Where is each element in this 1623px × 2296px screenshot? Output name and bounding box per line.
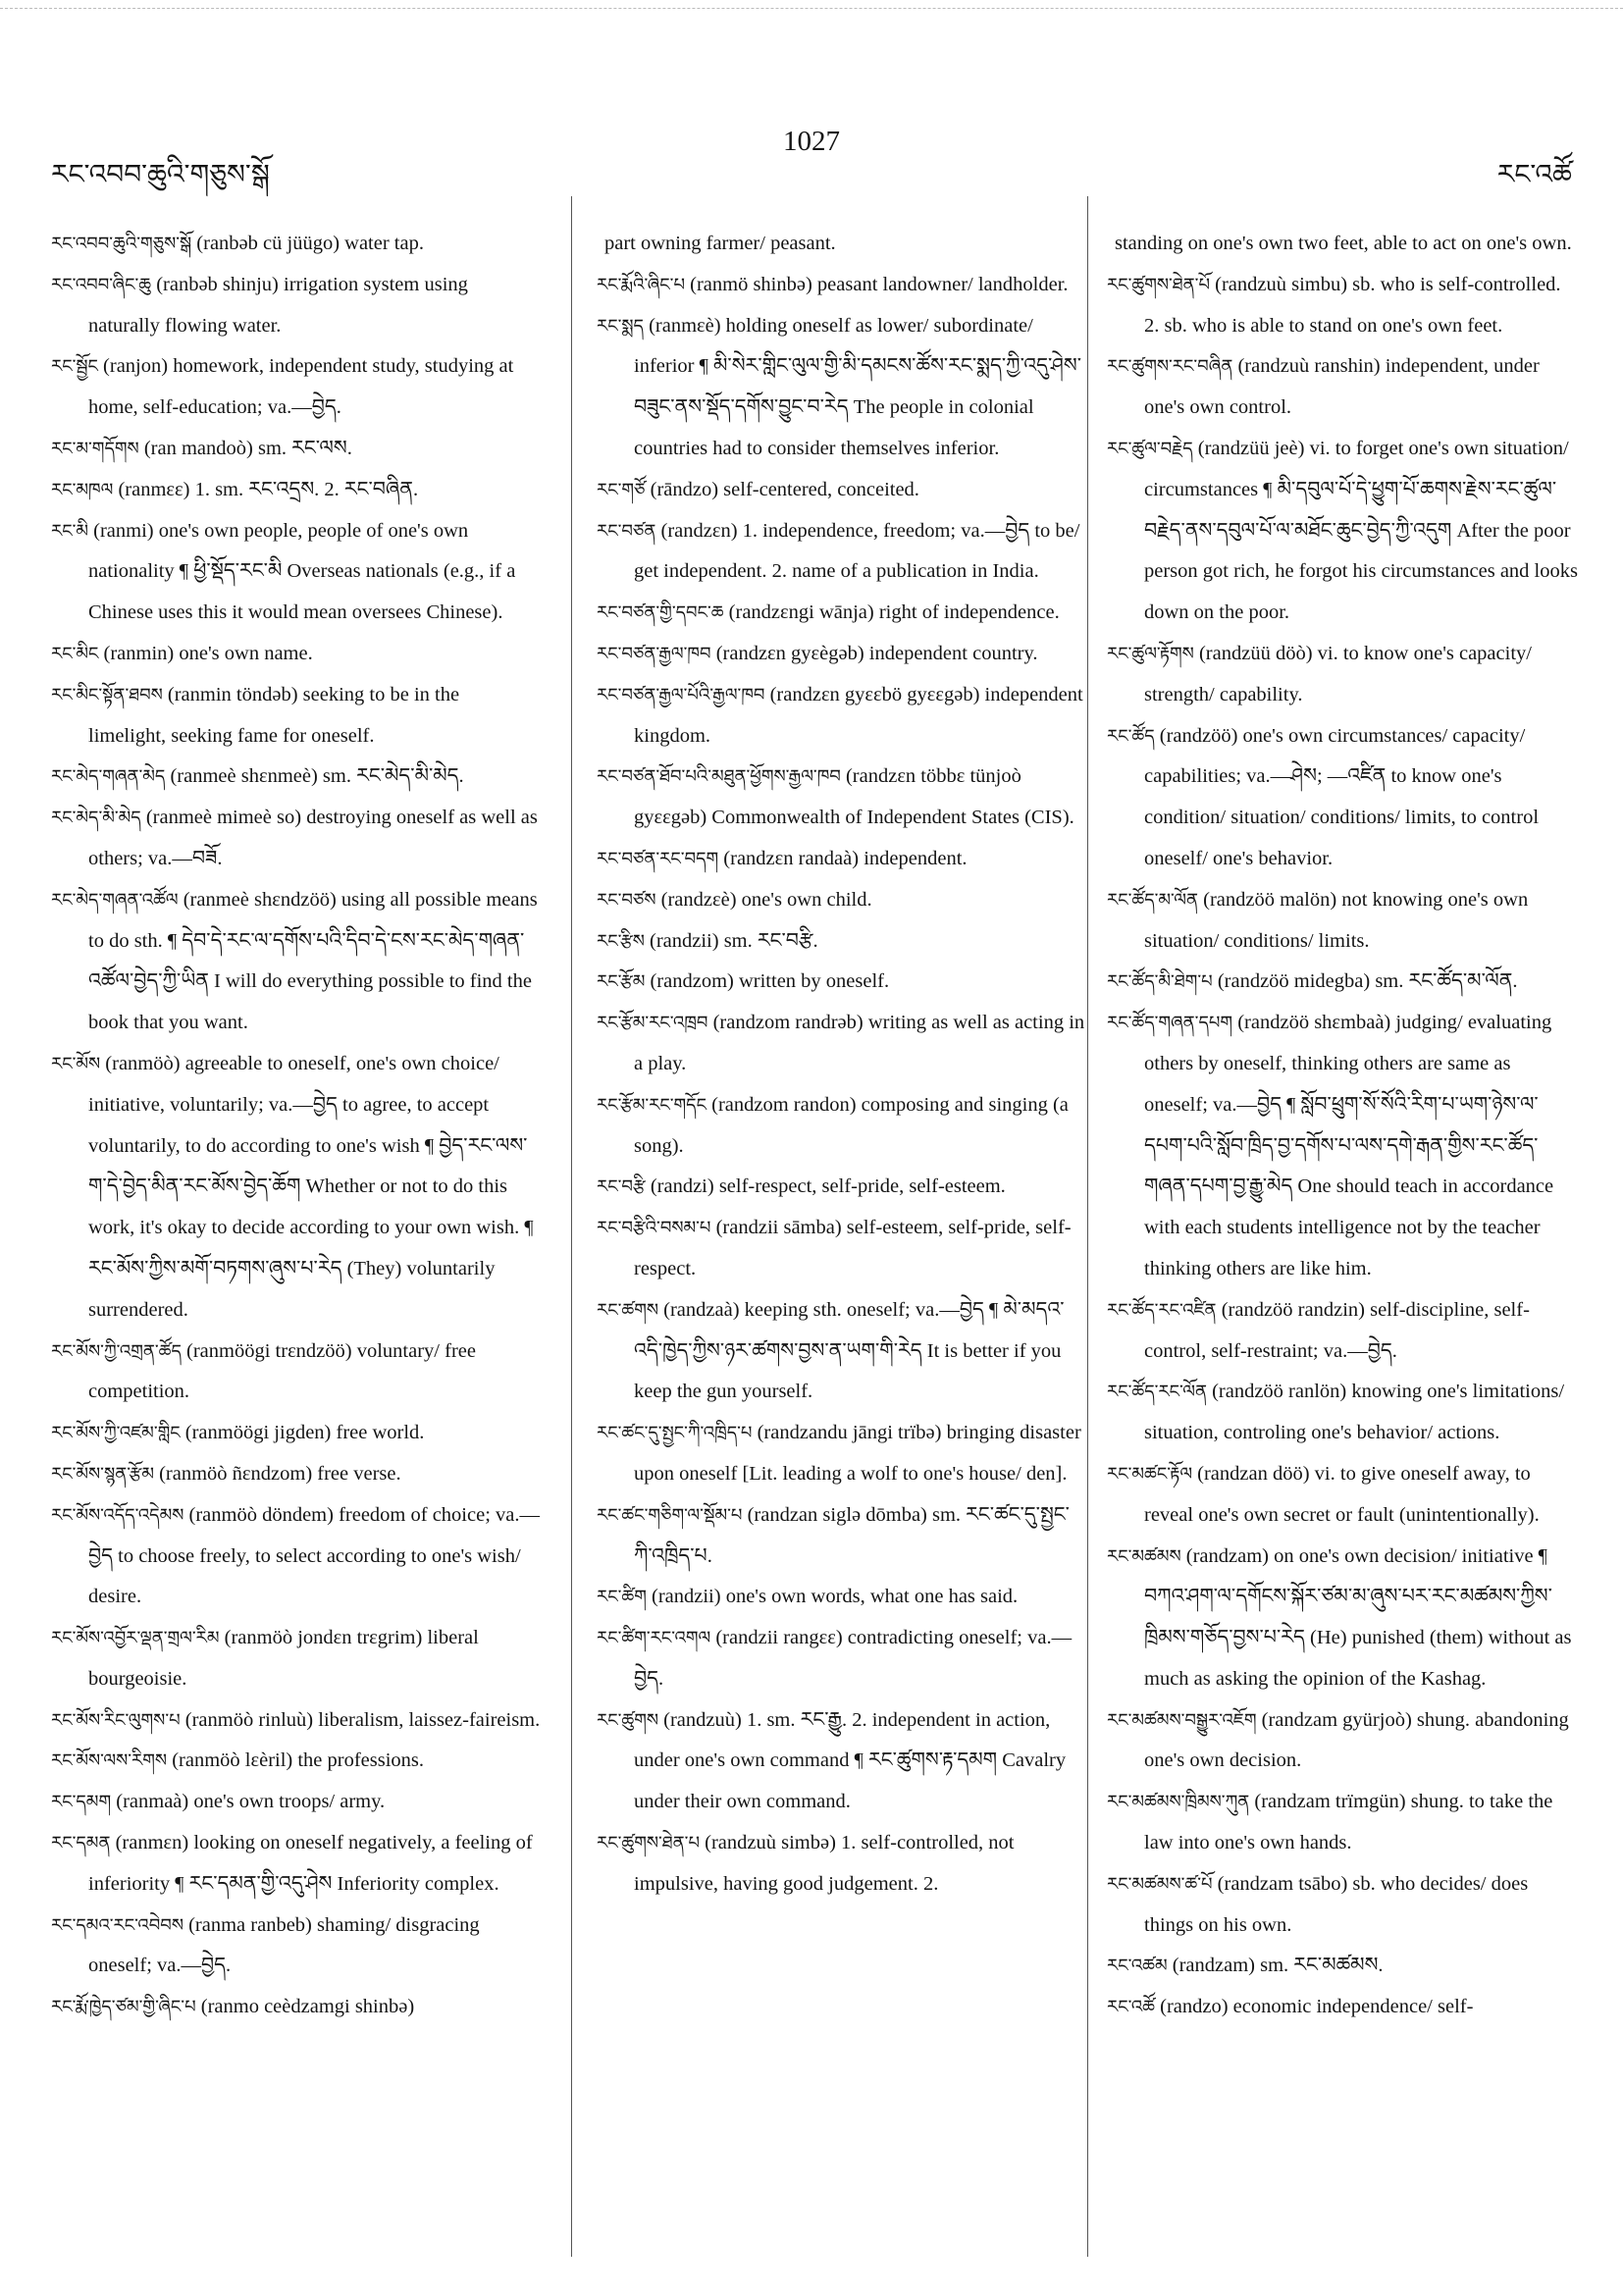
entry-headword: རང་བཙན་རང་བདག — [597, 848, 719, 869]
dictionary-entry — [51, 1495, 542, 1618]
entry-definition: (randzöö shεmbaà) judging/ evaluating others by oneself, thinking others are same as oneself; va.—བྱེད ¶ སློབ་ཕྲུག་སོ་སོའི་རིག་པ་ཡག་ཉེས་ལ་དཔག་པའི་སློབ་ཁྲིད་བྱ་དགོས་པ་ལས་དགེ་རྒན་གྱིས་རང་ཚོད་གཞན་དཔག་བྱ་རྒྱུ་མེད One should teach in accordance with each students intelligence not by the teacher thinking others are like him. — [1144, 1012, 1554, 1279]
entry-headword: རང་དམག — [51, 1792, 112, 1813]
entry-headword: རང་ཚུལ་བརྗེད — [1107, 438, 1193, 459]
dictionary-entry — [51, 1782, 542, 1823]
dictionary-entry — [597, 1700, 1087, 1823]
entry-definition: (randzaà) keeping sth. oneself; va.—བྱེད ¶ མེ་མདའ་འདི་ཁྱེད་ཀྱིས་ཉར་ཚགས་བྱས་ན་ཡག་གི་རེད It is better if you keep the gun yourself. — [634, 1298, 1065, 1403]
dictionary-entry — [597, 1290, 1087, 1413]
entry-headword: རང་མིང — [51, 643, 99, 664]
dictionary-column-2 — [597, 224, 1087, 1905]
entry-headword: རང་གཙོ — [597, 479, 646, 500]
entry-headword: རང་ཚུགས་རང་བཞིན — [1107, 356, 1233, 378]
entry-definition: (ranmin töndəb) seeking to be in the limelight, seeking fame for oneself. — [88, 683, 460, 747]
entry-headword: རང་རྩོམ་རང་འཁྲབ — [597, 1013, 708, 1034]
entry-headword: རང་མི — [51, 520, 89, 542]
entry-headword: རང་ཚོད་རང་འཛིན — [1107, 1299, 1217, 1321]
entry-definition: (ranmeè shεndzöö) using all possible means to do sth. ¶ དེབ་དེ་རང་ལ་དགོས་པའི་དིབ་དེ་ངས་རང་མེད་གཞན་འཚོལ་བྱེད་ཀྱི་ཡིན I will do everything possible to find the book that you want. — [88, 888, 538, 1034]
dictionary-entry — [51, 265, 542, 347]
entry-definition: (randzuù simbu) sb. who is self-controlled. 2. sb. who is able to stand on one's own feet. — [1144, 273, 1561, 337]
entry-definition: (ranmo ceèdzamgi shinbə) — [195, 1996, 415, 2018]
dictionary-entry — [51, 1331, 542, 1414]
dictionary-entry — [597, 1208, 1087, 1290]
entry-headword: རང་རྨོའི་ཞིང་པ — [597, 274, 685, 295]
entry-headword: རང་ཚོད་མི་ཐེག་པ — [1107, 971, 1213, 993]
entry-headword: རང་མཚང་རྟོལ — [1107, 1463, 1193, 1485]
entry-definition: (randzam) on one's own decision/ initiative ¶ བཀའ་ཤག་ལ་དགོངས་སྐོར་ཙམ་མ་ཞུས་པར་རང་མཚམས་ཀྱིས་ཁྲིམས་གཅོད་བྱས་པ་རེད (He) punished (them) without as much as asking the opinion of the Kashag. — [1144, 1544, 1572, 1690]
entry-headword: རང་མ་གདོགས — [51, 438, 139, 459]
dictionary-entry — [51, 1618, 542, 1700]
entry-definition: (ranmöò) agreeable to oneself, one's own choice/ initiative, voluntarily; va.—བྱེད to agree, to accept voluntarily, to do according to one's wish ¶ བྱེད་རང་ལས་ག་དེ་བྱེད་མིན་རང་མོས་བྱེད་ཆོག Whether or not to do this work, it's okay to decide according to your own wish. ¶ རང་མོས་ཀྱིས་མགོ་བཏགས་ཞུས་པ་རེད (They) voluntarily surrendered. — [88, 1052, 534, 1321]
entry-definition: (randzöö ranlön) knowing one's limitations/ situation, controling one's behavior/ actions. — [1144, 1381, 1565, 1444]
scan-edge-line — [0, 8, 1623, 9]
dictionary-entry — [597, 265, 1087, 306]
dictionary-entry — [51, 1987, 542, 2028]
dictionary-column-1 — [51, 224, 542, 2028]
dictionary-entry — [597, 306, 1087, 470]
dictionary-entry — [597, 880, 1087, 921]
entry-headword: རང་བཙན་ཐོབ་པའི་མཐུན་ཕྱོགས་རྒྱལ་ཁབ — [597, 766, 841, 788]
dictionary-entry — [597, 1577, 1087, 1618]
entry-definition: (randzεn gyεègəb) independent country. — [710, 642, 1038, 664]
dictionary-entry — [597, 1495, 1087, 1578]
entry-definition: (randzüü jeè) vi. to forget one's own situation/ circumstances ¶ མི་དབུལ་པོ་དེ་ཕྱུག་པོ་ཆགས་རྗེས་རང་ཚུལ་བརྗེད་ནས་དབུལ་པོ་ལ་མཐོང་ཆུང་བྱེད་ཀྱི་འདུག After the poor person got rich, he forgot his circumstances and looks down on the poor. — [1144, 437, 1578, 624]
dictionary-entry — [597, 675, 1087, 757]
dictionary-entry — [597, 634, 1087, 675]
entry-headword: རང་འབབ་ཞིང་ཆུ — [51, 274, 152, 295]
entry-headword: རང་འཚོ — [1107, 1997, 1155, 2018]
dictionary-entry — [597, 470, 1087, 511]
dictionary-entry — [597, 511, 1087, 594]
entry-definition: (ranmeè mimeè so) destroying oneself as well as others; va.—བཟོ. — [88, 807, 538, 869]
entry-definition: (ran mandoò) sm. རང་ལས. — [138, 437, 352, 459]
entry-headword: རང་མོས་ཀྱི་འགྲན་ཚོད — [51, 1340, 182, 1362]
running-header-left: རང་འབབ་ཆུའི་གཅུས་སྒོ — [51, 158, 270, 190]
dictionary-column-3 — [1107, 224, 1578, 2028]
entry-headword: རང་མེད་མི་མེད — [51, 808, 141, 829]
entry-definition: (randzεè) one's own child. — [655, 888, 872, 911]
dictionary-entry — [1107, 962, 1578, 1003]
dictionary-entry — [51, 757, 542, 798]
entry-definition: part owning farmer/ peasant. — [604, 233, 836, 254]
entry-headword: རང་མཚམས — [1107, 1545, 1181, 1567]
entry-headword: རང་རྨོ་ཁྱེད་ཙམ་གྱི་ཞིང་པ — [51, 1997, 196, 2018]
entry-headword: རང་ཚོད་གཞན་དཔག — [1107, 1013, 1233, 1034]
dictionary-entry — [51, 470, 542, 511]
dictionary-entry — [597, 1167, 1087, 1208]
entry-definition: (ranmi) one's own people, people of one's own nationality ¶ ཕྱི་སྡོད་རང་མི Overseas nationals (e.g., if a Chinese uses this it would mean oversees Chinese). — [88, 519, 516, 624]
entry-definition: (randzεngi wānja) right of independence. — [723, 601, 1060, 624]
dictionary-entry — [51, 346, 542, 429]
entry-headword: རང་མོས — [51, 1053, 101, 1074]
entry-headword: རང་ཚོད་མ་ལོན — [1107, 889, 1198, 911]
dictionary-entry — [51, 511, 542, 634]
dictionary-entry — [597, 1823, 1087, 1905]
dictionary-entry — [1107, 1700, 1578, 1783]
entry-definition: (ranmöögi jigden) free world. — [180, 1422, 425, 1444]
entry-headword: རང་ཚགས — [597, 1299, 659, 1321]
entry-definition: (randzii sāmba) self-esteem, self-pride, self-respect. — [634, 1217, 1072, 1279]
dictionary-entry — [51, 880, 542, 1044]
dictionary-entry — [597, 224, 1087, 265]
entry-headword: རང་རྩོམ་རང་གདོང — [597, 1094, 707, 1116]
entry-definition: (rāndzo) self-centered, conceited. — [645, 478, 919, 500]
entry-headword: རང་མེད་གཞན་འཚོལ — [51, 889, 179, 911]
entry-definition: (randzöö) one's own circumstances/ capacity/ capabilities; va.—ཤེས; —འཛིན to know one's condition/ situation/ conditions/ limits, to control oneself/ one's behavior. — [1144, 724, 1540, 869]
entry-headword: རང་ཚུགས་ཐེན་པོ — [1107, 274, 1210, 295]
entry-definition: (randzam tsābo) sb. who decides/ does things on his own. — [1144, 1872, 1529, 1936]
dictionary-entry — [597, 1003, 1087, 1085]
dictionary-entry — [51, 1741, 542, 1782]
dictionary-entry — [597, 1085, 1087, 1168]
entry-definition: (randzan siglə dōmba) sm. རང་ཚང་དུ་སྤྱང་ཀི་འཁྲིད་པ. — [634, 1503, 1070, 1567]
dictionary-entry — [51, 675, 542, 757]
dictionary-entry — [51, 1823, 542, 1905]
entry-definition: (ranmöò lεèril) the professions. — [167, 1749, 425, 1772]
entry-headword: རང་མཚམས་ཚ་པོ — [1107, 1873, 1213, 1895]
entry-headword: རང་ཚང་གཅིག་ལ་སྡོམ་པ — [597, 1504, 743, 1526]
entry-definition: (randzam trïmgün) shung. to take the law into one's own hands. — [1144, 1791, 1553, 1854]
entry-definition: (randzuù) 1. sm. རང་རྒྱུ. 2. independent in action, under one's own command ¶ རང་ཚུགས་རྟ་དམག Cavalry under their own command. — [634, 1708, 1067, 1813]
entry-headword: རང་འཚམ — [1107, 1956, 1168, 1977]
dictionary-entry — [597, 1618, 1087, 1700]
entry-definition: (ranmεε) 1. sm. རང་འདྲས. 2. རང་བཞིན. — [113, 478, 419, 500]
dictionary-entry — [1107, 1372, 1578, 1454]
dictionary-entry — [1107, 346, 1578, 429]
dictionary-entry — [51, 1044, 542, 1331]
entry-headword: རང་མོས་འབྱོར་ལྡན་གྲལ་རིམ — [51, 1628, 220, 1649]
entry-definition: (randzom) written by oneself. — [645, 970, 890, 993]
dictionary-entry — [51, 224, 542, 265]
entry-headword: རང་སྨད — [597, 315, 644, 337]
dictionary-entry — [51, 1700, 542, 1742]
dictionary-entry — [1107, 1946, 1578, 1987]
dictionary-entry — [51, 1454, 542, 1495]
dictionary-entry — [1107, 716, 1578, 880]
dictionary-entry — [1107, 1454, 1578, 1537]
dictionary-entry — [1107, 634, 1578, 716]
entry-definition: (randzεn randaà) independent. — [718, 847, 968, 869]
entry-headword: རང་རྩིས — [597, 930, 645, 952]
entry-headword: རང་ཚུལ་རྟོགས — [1107, 643, 1194, 664]
entry-headword: རང་རྩོམ — [597, 971, 646, 993]
entry-definition: (ranma ranbeb) shaming/ disgracing oneself; va.—བྱེད. — [88, 1913, 480, 1977]
entry-headword: རང་བཙན་གྱི་དབང་ཆ — [597, 602, 724, 624]
dictionary-entry — [1107, 1537, 1578, 1700]
entry-definition: (randzan döö) vi. to give oneself away, to reveal one's own secret or fault (unintentionally). — [1144, 1462, 1540, 1526]
dictionary-entry — [597, 962, 1087, 1003]
dictionary-entry — [597, 757, 1087, 839]
dictionary-entry — [1107, 1987, 1578, 2028]
entry-definition: (ranmeè shεnmeè) sm. རང་མེད་མི་མེད. — [165, 765, 464, 788]
entry-headword: རང་བཙན་རྒྱལ་པོའི་རྒྱལ་ཁབ — [597, 684, 765, 705]
entry-headword: རང་ཚིག — [597, 1587, 647, 1608]
entry-headword: རང་བརྩིའི་བསམ་པ — [597, 1218, 711, 1239]
entry-definition: (randzam gyürjoò) shung. abandoning one's own decision. — [1144, 1708, 1569, 1772]
entry-definition: (randzo) economic independence/ self- — [1155, 1996, 1474, 2018]
entry-headword: རང་ཚིག་རང་འགལ — [597, 1628, 711, 1649]
dictionary-entry — [51, 798, 542, 880]
dictionary-entry — [1107, 429, 1578, 634]
dictionary-entry — [51, 634, 542, 675]
entry-definition: (randzam) sm. རང་མཚམས. — [1167, 1955, 1384, 1977]
entry-definition: (randzöö midegba) sm. རང་ཚོད་མ་ལོན. — [1212, 970, 1518, 993]
entry-definition: (randzom randon) composing and singing (a song). — [634, 1093, 1069, 1157]
entry-headword: རང་མོས་ཀྱི་འཛམ་གླིང — [51, 1423, 181, 1444]
entry-headword: རང་བཙན་རྒྱལ་ཁབ — [597, 643, 711, 664]
entry-definition: (ranmöögi trεndzöö) voluntary/ free competition. — [88, 1339, 476, 1403]
dictionary-entry — [597, 839, 1087, 880]
entry-definition: (randzεn) 1. independence, freedom; va.—བྱེད to be/ get independent. 2. name of a publication in India. — [634, 519, 1080, 583]
entry-definition: (randzii) one's own words, what one has said. — [646, 1586, 1019, 1608]
dictionary-entry — [1107, 880, 1578, 963]
entry-headword: རང་ཚོད — [1107, 725, 1155, 747]
entry-definition: (ranmöò ñεndzom) free verse. — [153, 1462, 401, 1485]
entry-headword: རང་ཚང་དུ་སྤྱང་ཀི་འཁྲིད་པ — [597, 1423, 753, 1444]
dictionary-entry — [1107, 1864, 1578, 1947]
entry-definition: (randzii rangεε) contradicting oneself; va.—བྱེད. — [634, 1627, 1073, 1690]
entry-headword: རང་མེད་གཞན་མེད — [51, 766, 166, 788]
dictionary-entry — [597, 921, 1087, 963]
running-header-right: རང་འཚོ — [1496, 158, 1572, 190]
entry-definition: (ranjon) homework, independent study, studying at home, self-education; va.—བྱེད. — [88, 355, 514, 419]
entry-headword: རང་མཚམས་ཁྲིམས་ཀུན — [1107, 1792, 1250, 1813]
entry-headword: རང་འབབ་ཆུའི་གཅུས་སྒོ — [51, 234, 192, 254]
entry-headword: རང་མོས་འདོད་འདེམས — [51, 1504, 184, 1526]
entry-definition: (randzεn gyεεbö gyεεgəb) independent kingdom. — [634, 683, 1083, 747]
entry-headword: རང་ཚོད་རང་ལོན — [1107, 1382, 1207, 1403]
entry-definition: standing on one's own two feet, able to act on one's own. — [1115, 233, 1572, 254]
entry-headword: རང་སྦྱོང — [51, 356, 98, 378]
entry-headword: རང་མོས་རིང་ལུགས་པ — [51, 1709, 181, 1731]
entry-definition: (ranmaà) one's own troops/ army. — [111, 1791, 386, 1813]
entry-headword: རང་ཚུགས — [597, 1709, 659, 1731]
dictionary-entry — [51, 1905, 542, 1988]
dictionary-entry — [51, 1413, 542, 1454]
entry-definition: (ranmöò jondεn trεgrim) liberal bourgeoisie. — [88, 1627, 479, 1690]
entry-definition: (randzi) self-respect, self-pride, self-esteem. — [645, 1175, 1006, 1198]
dictionary-entry — [51, 429, 542, 470]
entry-headword: རང་དམའ་རང་འབེབས — [51, 1914, 183, 1936]
entry-definition: (ranmεè) holding oneself as lower/ subordinate/ inferior ¶ མི་སེར་གླིང་ལུལ་གྱི་མི་དམངས་ཚོས་རང་སྨད་ཀྱི་འདུ་ཤེས་བཟུང་ནས་སྡོད་དགོས་བྱུང་བ་རེད The people in colonial countries had to consider themselves inferior. — [634, 314, 1082, 459]
entry-headword: རང་མོས་ལས་རིགས — [51, 1750, 168, 1772]
entry-definition: (randzöö randzin) self-discipline, self-control, self-restraint; va.—བྱེད. — [1144, 1298, 1530, 1362]
entry-headword: རང་བཙས — [597, 889, 656, 911]
dictionary-entry — [597, 593, 1087, 634]
column-divider — [571, 196, 572, 2257]
entry-definition: (randzöö malön) not knowing one's own situation/ conditions/ limits. — [1144, 888, 1529, 952]
entry-definition: (ranbəb shinju) irrigation system using naturally flowing water. — [88, 273, 468, 337]
entry-definition: (ranmin) one's own name. — [98, 642, 313, 664]
dictionary-entry — [1107, 1290, 1578, 1373]
entry-headword: རང་མིང་སྟོན་ཐབས — [51, 684, 163, 705]
entry-definition: (randzuù simbə) 1. self-controlled, not impulsive, having good judgement. 2. — [634, 1832, 1015, 1895]
entry-headword: རང་བཙན — [597, 520, 656, 542]
entry-definition: (ranmöò rinluù) liberalism, laissez-faireism. — [180, 1708, 541, 1731]
dictionary-entry — [1107, 224, 1578, 265]
dictionary-entry — [597, 1413, 1087, 1495]
entry-definition: (ranmεn) looking on oneself negatively, a feeling of inferiority ¶ རང་དམན་གྱི་འདུ་ཤེས Inferiority complex. — [88, 1832, 533, 1895]
entry-definition: (randzüü döò) vi. to know one's capacity/ strength/ capability. — [1144, 642, 1532, 705]
entry-headword: རང་བརྩི — [597, 1176, 646, 1198]
dictionary-entry — [1107, 1782, 1578, 1864]
entry-definition: (randzom randrəb) writing as well as acting in a play. — [634, 1012, 1085, 1074]
entry-definition: (randzii) sm. རང་བརྩི. — [644, 929, 818, 952]
dictionary-entry — [1107, 265, 1578, 347]
entry-definition: (randzεn többε tünjoò gyεεgəb) Commonwealth of Independent States (CIS). — [634, 765, 1074, 829]
entry-headword: རང་ཚུགས་ཐེན་པ — [597, 1833, 700, 1854]
entry-definition: (ranmö shinbə) peasant landowner/ landholder. — [685, 273, 1069, 295]
column-divider — [1087, 196, 1088, 2257]
entry-definition: (randzuù ranshin) independent, under one's own control. — [1144, 355, 1540, 419]
entry-definition: (ranmöò döndem) freedom of choice; va.—བྱེད to choose freely, to select according to one's wish/ desire. — [88, 1503, 540, 1608]
dictionary-entry — [1107, 1003, 1578, 1290]
entry-headword: རང་མོས་སྙན་རྩོམ — [51, 1463, 154, 1485]
entry-definition: (randzandu jāngi trïbə) bringing disaster upon oneself [Lit. leading a wolf to one's house/ den]. — [634, 1422, 1081, 1485]
entry-definition: (ranbəb cü jüügo) water tap. — [191, 233, 424, 254]
page-number: 1027 — [783, 126, 840, 157]
entry-headword: རང་མཚམས་བསྒྱུར་འཇོག — [1107, 1709, 1257, 1731]
entry-headword: རང་མཁལ — [51, 479, 114, 500]
entry-headword: རང་དམན — [51, 1833, 111, 1854]
